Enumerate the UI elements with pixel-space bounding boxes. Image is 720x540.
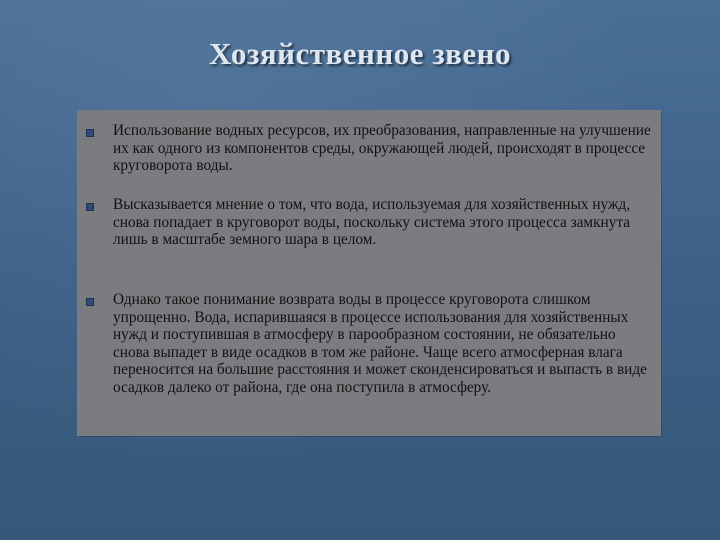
bullet-text: Использование водных ресурсов, их преобразования, направленные на улучшение их как одного из компонентов среды, окружающей людей, происходят в процессе круговорота воды. xyxy=(113,122,651,174)
bullet-text: Высказывается мнение о том, что вода, используемая для хозяйственных нужд, снова попадает в круговорот воды, поскольку система этого процесса замкнута лишь в масштабе земного шара в целом. xyxy=(113,196,631,248)
square-bullet-icon xyxy=(86,298,94,306)
content-box xyxy=(77,110,661,436)
square-bullet-icon xyxy=(86,203,94,211)
bullet-text: Однако такое понимание возврата воды в процессе круговорота слишком упрощенно. Вода, испарившаяся в процессе использования для хозяйственных нужд и поступившая в атмосферу в парообразном состоянии, не обязательно снова выпадет в виде осадков в том же районе. Чаще всего атмосферная влага переносится на большие расстояния и может сконденсироваться и выпасть в виде осадков далеко от района, где она поступила в атмосферу. xyxy=(113,291,647,396)
square-bullet-icon xyxy=(86,129,94,137)
slide-title: Хозяйственное звено xyxy=(208,36,512,71)
